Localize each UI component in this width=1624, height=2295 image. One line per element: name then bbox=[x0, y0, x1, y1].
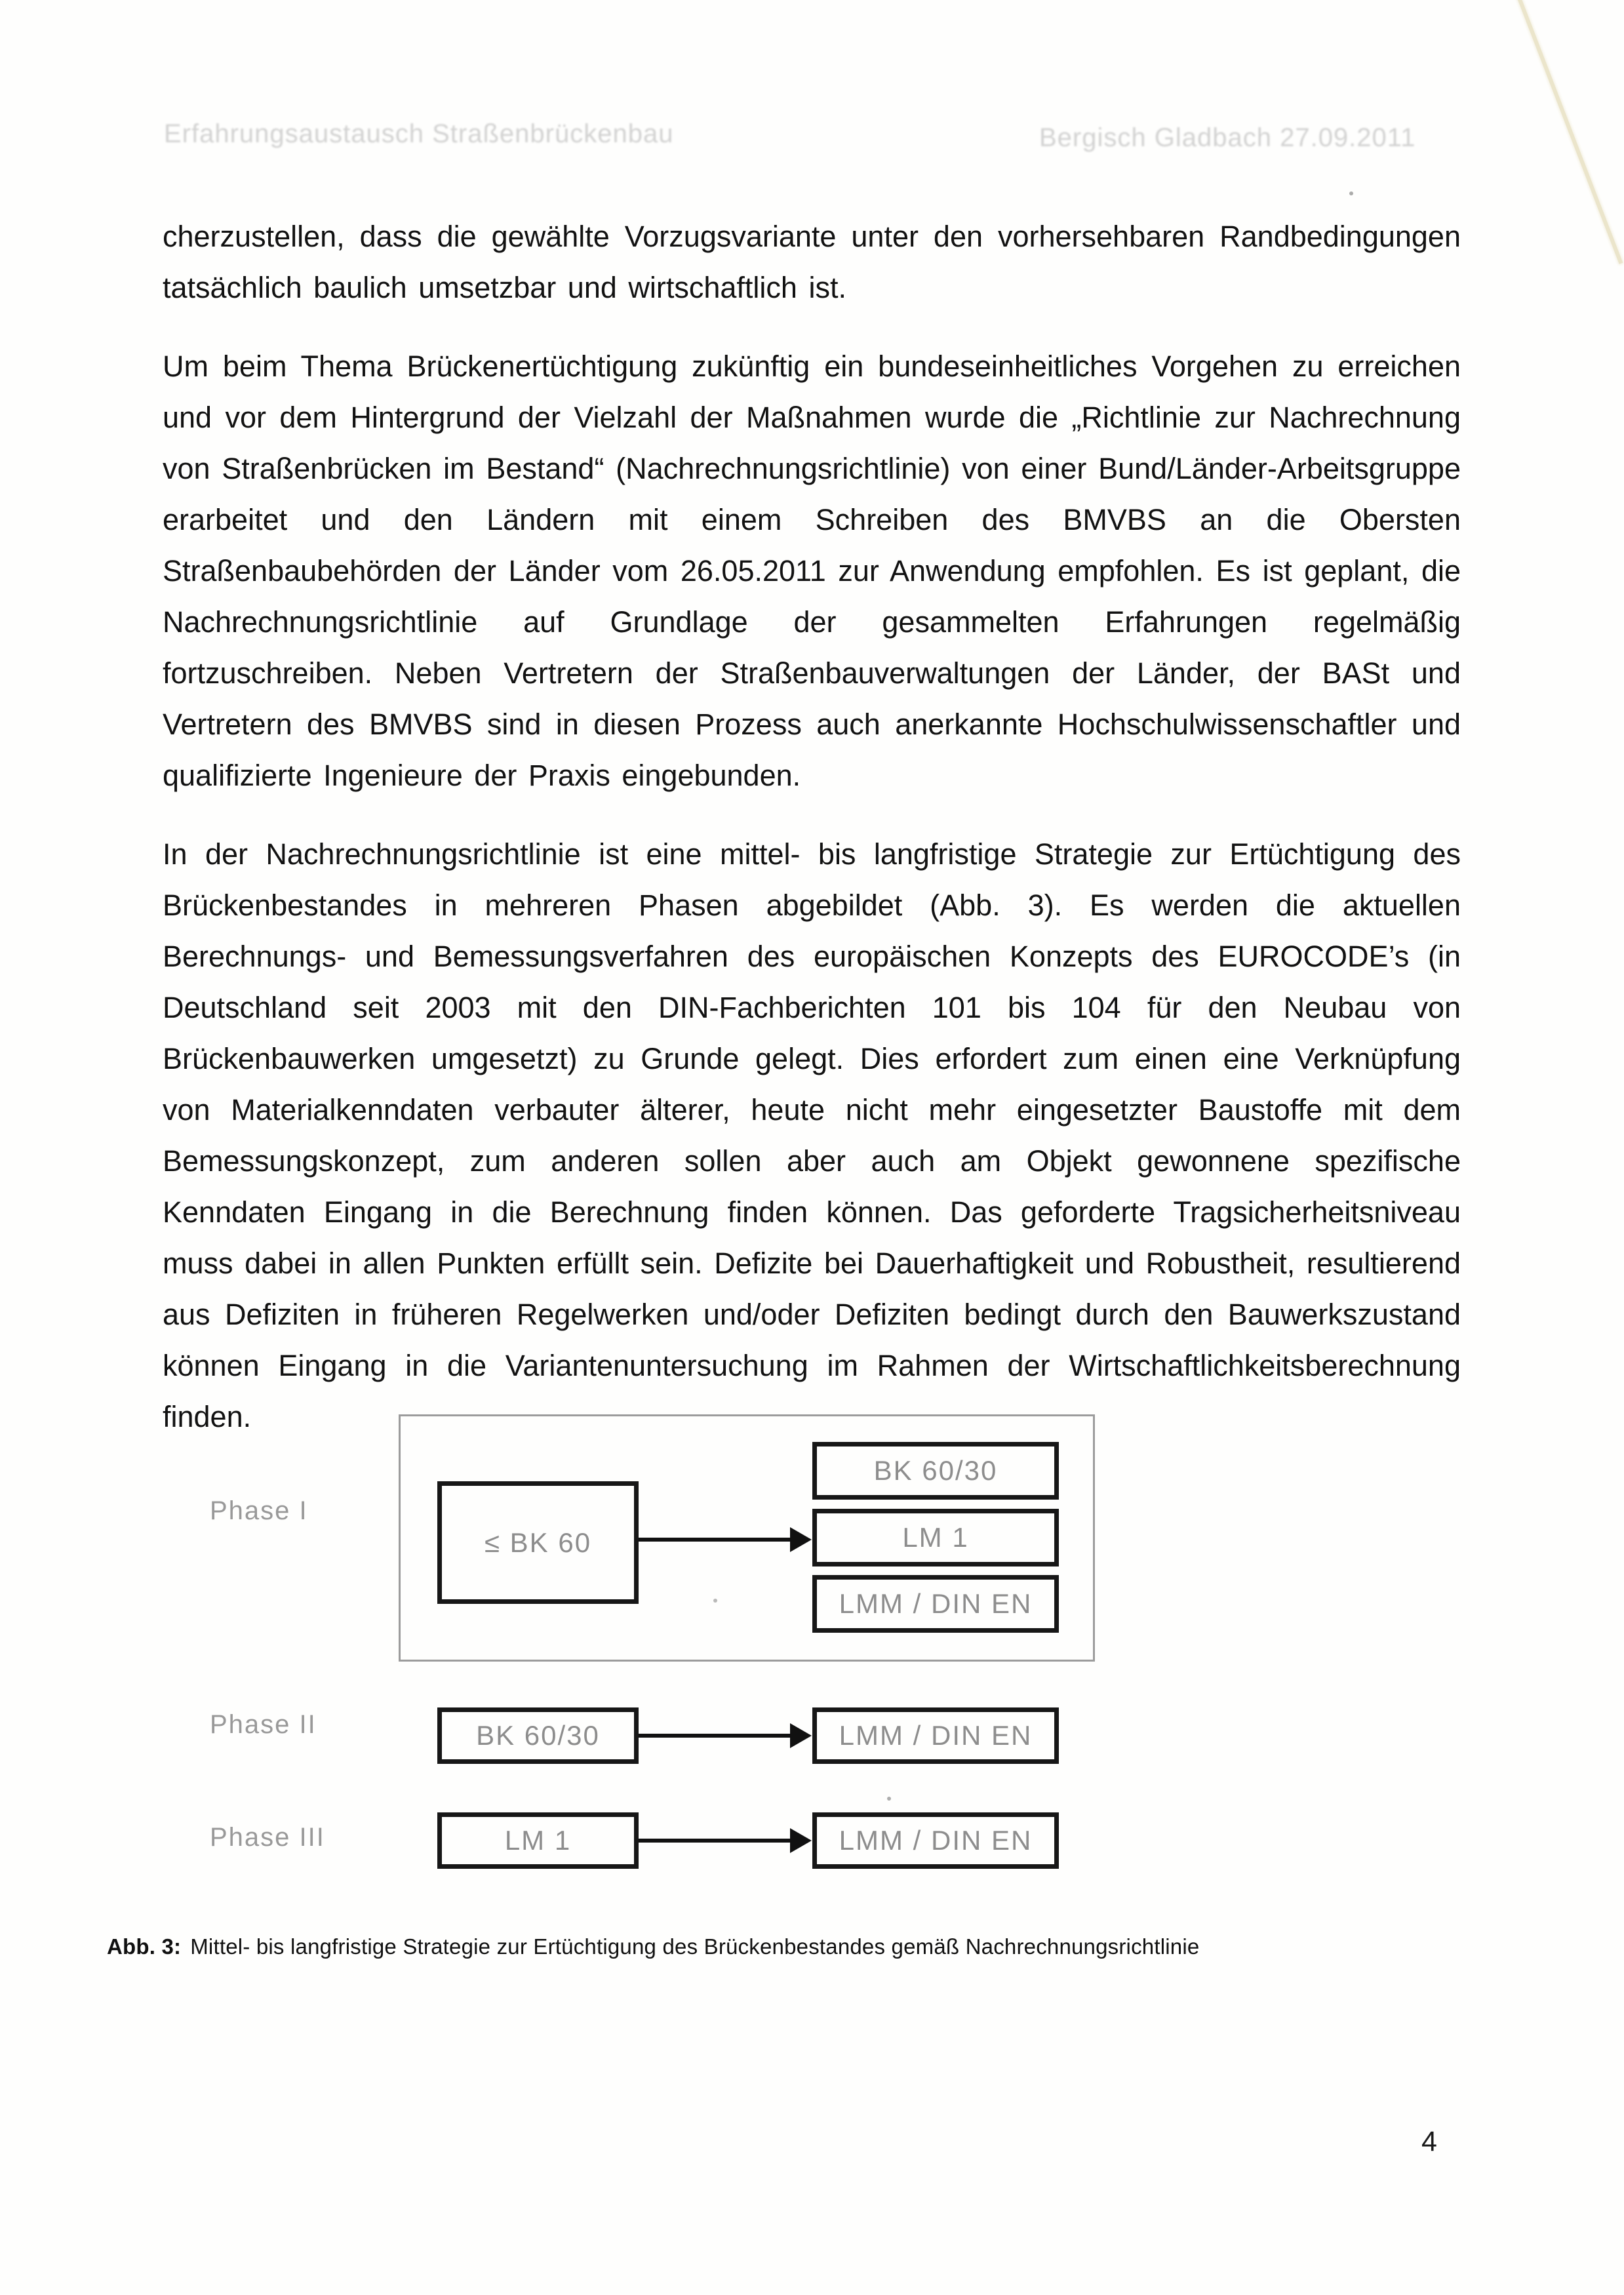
phase1-arrow bbox=[639, 1538, 791, 1542]
scan-fold-artifact bbox=[1516, 0, 1623, 264]
scan-dot-artifact bbox=[887, 1797, 891, 1801]
phase2-input-box: BK 60/30 bbox=[437, 1707, 639, 1764]
page-number: 4 bbox=[1421, 2126, 1437, 2157]
phase1-output-box-bk6030: BK 60/30 bbox=[812, 1442, 1059, 1500]
phase1-output-box-lm1: LM 1 bbox=[812, 1509, 1059, 1567]
scan-dot-artifact bbox=[1349, 191, 1353, 195]
paragraph-2: Um beim Thema Brückenertüchtigung zukünftig ein bundeseinheitliches Vorgehen zu erreichen und vor dem Hintergrund der Vielzahl der Maßnahmen wurde die „Richtlinie zur Nachrechnung von Straßenbrücken im Bestand“ (Nachrechnungsrichtlinie) von einer Bund/Länder-Arbeitsgruppe erarbeitet und den Ländern mit einem Schreiben des BMVBS an die Obersten Straßenbaubehörden der Länder vom 26.05.2011 zur Anwendung empfohlen. Es ist geplant, die Nachrechnungsrichtlinie auf Grundlage der gesammelten Erfahrungen regelmäßig fortzuschreiben. Neben Vertretern der Straßenbauverwaltungen der Länder, der BASt und Vertretern des BMVBS sind in diesen Prozess auch anerkannte Hochschulwissenschaftler und qualifizierte Ingenieure der Praxis eingebunden. bbox=[163, 349, 1461, 792]
figure-caption bbox=[107, 1934, 1199, 1959]
phase2-output-box: LMM / DIN EN bbox=[812, 1707, 1059, 1764]
phase1-label: Phase I bbox=[210, 1496, 308, 1525]
paragraph-3: In der Nachrechnungsrichtlinie ist eine mittel- bis langfristige Strategie zur Ertüchtigung des Brückenbestandes in mehreren Phasen abgebildet (Abb. 3). Es werden die aktuellen Berechnungs- und Bemessungsverfahren des europäischen Konzepts des EUROCODE’s (in Deutschland seit 2003 mit den DIN-Fachberichten 101 bis 104 für den Neubau von Brückenbauwerken umgesetzt) zu Grunde gelegt. Dies erfordert zum einen eine Verknüpfung von Materialkenndaten verbauter älterer, heute nicht mehr eingesetzter Baustoffe mit dem Bemessungskonzept, zum anderen sollen aber auch am Objekt gewonnene spezifische Kenndaten Eingang in die Berechnung finden können. Das geforderte Tragsicherheitsniveau muss dabei in allen Punkten erfüllt sein. Defizite bei Dauerhaftigkeit und Robustheit, resultierend aus Defiziten in früheren Regelwerken und/oder Defiziten bedingt durch den Bauwerkszustand können Eingang in die Variantenuntersuchung im Rahmen der Wirtschaftlichkeitsberechnung finden. bbox=[163, 837, 1461, 1433]
figure-caption-label: Abb. 3: bbox=[107, 1934, 182, 1959]
scan-dot-artifact bbox=[713, 1599, 717, 1603]
header-right-text: Bergisch Gladbach 27.09.2011 bbox=[1039, 123, 1416, 152]
figure-caption-text: Mittel- bis langfristige Strategie zur Ertüchtigung des Brückenbestandes gemäß Nachrechnungsrichtlinie bbox=[190, 1934, 1200, 1959]
phase3-label: Phase III bbox=[210, 1823, 325, 1852]
paragraph-1: cherzustellen, dass die gewählte Vorzugsvariante unter den vorhersehbaren Randbedingungen tatsächlich baulich umsetzbar und wirtschaftlich ist. bbox=[163, 220, 1461, 304]
phase3-input-box: LM 1 bbox=[437, 1812, 639, 1869]
phase3-output-box: LMM / DIN EN bbox=[812, 1812, 1059, 1869]
phase2-arrow bbox=[639, 1734, 791, 1738]
phase1-output-box-lmm: LMM / DIN EN bbox=[812, 1575, 1059, 1633]
body-text bbox=[163, 211, 1461, 1470]
phase1-input-box: ≤ BK 60 bbox=[437, 1481, 639, 1604]
header-left-text: Erfahrungsaustausch Straßenbrückenbau bbox=[164, 119, 674, 148]
phase3-arrow bbox=[639, 1839, 791, 1843]
phase2-label: Phase II bbox=[210, 1710, 317, 1739]
